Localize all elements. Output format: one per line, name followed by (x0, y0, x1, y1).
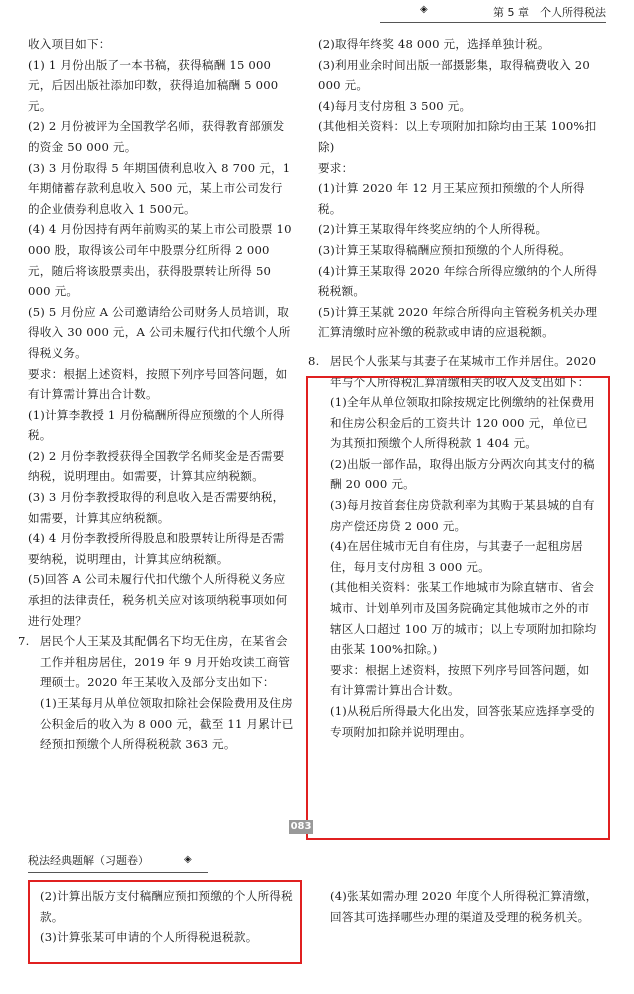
bottom-right-column (330, 886, 600, 927)
paragraph: (5) 5 月份应 A 公司邀请给公司财务人员培训，取得收入 30 000 元，A 公司未履行代扣代缴个人所得税义务。 (28, 304, 291, 360)
paragraph: (3)计算张某可申请的个人所得税退税款。 (40, 930, 258, 945)
paragraph: (4) 4 月份因持有两年前购买的某上市公司股票 10 000 股，取得该公司年中股票分红所得 2 000 元，随后将该股票卖出，获得股票转让所得 50 000 元。 (28, 222, 292, 299)
paragraph: 收入项目如下： (28, 37, 111, 51)
paragraph: 要求：根据上述资料，按照下列序号回答问题，如有计算需计算出合计数。 (330, 662, 590, 698)
paragraph: 要求： (318, 160, 354, 175)
book-title: 税法经典题解（习题卷） (28, 854, 149, 867)
paragraph: (1)计算李教授 1 月份稿酬所得应预缴的个人所得税。 (28, 407, 285, 443)
paragraph: (3)计算王某取得稿酬应预扣预缴的个人所得税。 (318, 242, 571, 257)
chapter-title: 第 5 章 个人所得税法 (493, 6, 606, 19)
paragraph: (其他相关资料：以上专项附加扣除均由王某 100%扣除) (318, 119, 597, 154)
running-header (380, 0, 606, 23)
question-text: 居民个人张某与其妻子在某城市工作并居住。2020 年与个人所得税汇算清缴相关的收入及支出如下： (330, 353, 597, 389)
question-number: 8. (308, 353, 320, 368)
question-7 (18, 631, 294, 755)
ornament-icon: ◈ (420, 4, 428, 15)
paragraph: (4)每月支付房租 3 500 元。 (318, 98, 472, 113)
paragraph: (5)计算王某就 2020 年综合所得向主管税务机关办理汇算清缴时应补缴的税款或申请的应退税额。 (318, 304, 598, 340)
paragraph: (2) 2 月份被评为全国教学名师，获得教育部颁发的资金 50 000 元。 (28, 119, 285, 154)
ornament-icon: ◈ (184, 854, 192, 865)
paragraph: (2)计算出版方支付稿酬应预扣预缴的个人所得税款。 (40, 889, 293, 924)
paragraph: (3)利用业余时间出版一部摄影集，取得稿费收入 20 000 元。 (318, 57, 590, 93)
paragraph: (1)王某每月从单位领取扣除社会保险费用及住房公积金后的收入为 8 000 元，截至 11 月累计已经预扣预缴个人所得税税款 363 元。 (40, 696, 294, 752)
paragraph: (3) 3 月份李教授取得的利息收入是否需要纳税，如需要，计算其应纳税额。 (28, 490, 285, 525)
paragraph: (1)从税后所得最大化出发，回答张某应选择享受的专项附加扣除并说明理由。 (330, 704, 595, 739)
paragraph: (3)每月按首套住房贷款利率为其购于某县城的自有房产偿还房贷 2 000 元。 (330, 498, 595, 533)
footer-running-header (28, 852, 208, 873)
paragraph: (3) 3 月份取得 5 年期国债利息收入 8 700 元，1 年期储蓄存款利息收入 500 元，某上市公司发行的企业债券利息收入 1 500元。 (28, 160, 291, 216)
page-number: 083 (290, 821, 312, 832)
paragraph: (1) 1 月份出版了一本书稿，获得稿酬 15 000元，后因出版社添加印数，获得追加稿酬 5 000 元。 (28, 57, 279, 113)
paragraph: (2) 2 月份李教授获得全国教学名师奖金是否需要纳税，说明理由。如需要，计算其应纳税额。 (28, 448, 285, 484)
paragraph: (4)计算王某取得 2020 年综合所得应缴纳的个人所得税税额。 (318, 263, 598, 299)
highlight-box-bottom (28, 880, 302, 964)
paragraph: (5)回答 A 公司未履行代扣代缴个人所得税义务应承担的法律责任，税务机关应对该项纳税事项如何进行处理？ (28, 572, 288, 628)
paragraph: (其他相关资料：张某工作地城市为除直辖市、省会城市、计划单列市及国务院确定其他城市之外的市辖区人口超过 100 万的城市；以上专项附加扣除均由张某 100%扣除。) (330, 580, 597, 657)
paragraph: (4) 4 月份李教授所得股息和股票转让所得是否需要纳税，说明理由，计算其应纳税额。 (28, 531, 285, 566)
paragraph: (1)计算 2020 年 12 月王某应预扣预缴的个人所得税。 (318, 181, 585, 216)
paragraph: (2)出版一部作品，取得出版方分两次向其支付的稿酬 20 000 元。 (330, 456, 595, 492)
question-number: 7. (18, 634, 30, 649)
paragraph: (4)在居住城市无自有住房，与其妻子一起租房居住，每月支付房租 3 000 元。 (330, 539, 583, 574)
left-column (18, 34, 294, 755)
paragraph: 要求：根据上述资料，按照下列序号回答问题，如有计算需计算出合计数。 (28, 366, 288, 402)
paragraph: (1)全年从单位领取扣除按规定比例缴纳的社保费用和住房公积金后的工资共计 120 000 元，单位已为其预扣预缴个人所得税款 1 404 元。 (330, 395, 595, 451)
paragraph: (4)张某如需办理 2020 年度个人所得税汇算清缴，回答其可选择哪些办理的渠道及受理的税务机关。 (330, 889, 598, 924)
highlight-box-question-8 (306, 376, 610, 840)
paragraph: (2)取得年终奖 48 000 元，选择单独计税。 (318, 37, 550, 51)
question-text: 居民个人王某及其配偶名下均无住房，在某省会工作并租房居住，2019 年 9 月开始攻读工商管理硕士。2020 年王某收入及部分支出如下： (40, 634, 291, 690)
paragraph: (2)计算王某取得年终奖应纳的个人所得税。 (318, 222, 548, 237)
